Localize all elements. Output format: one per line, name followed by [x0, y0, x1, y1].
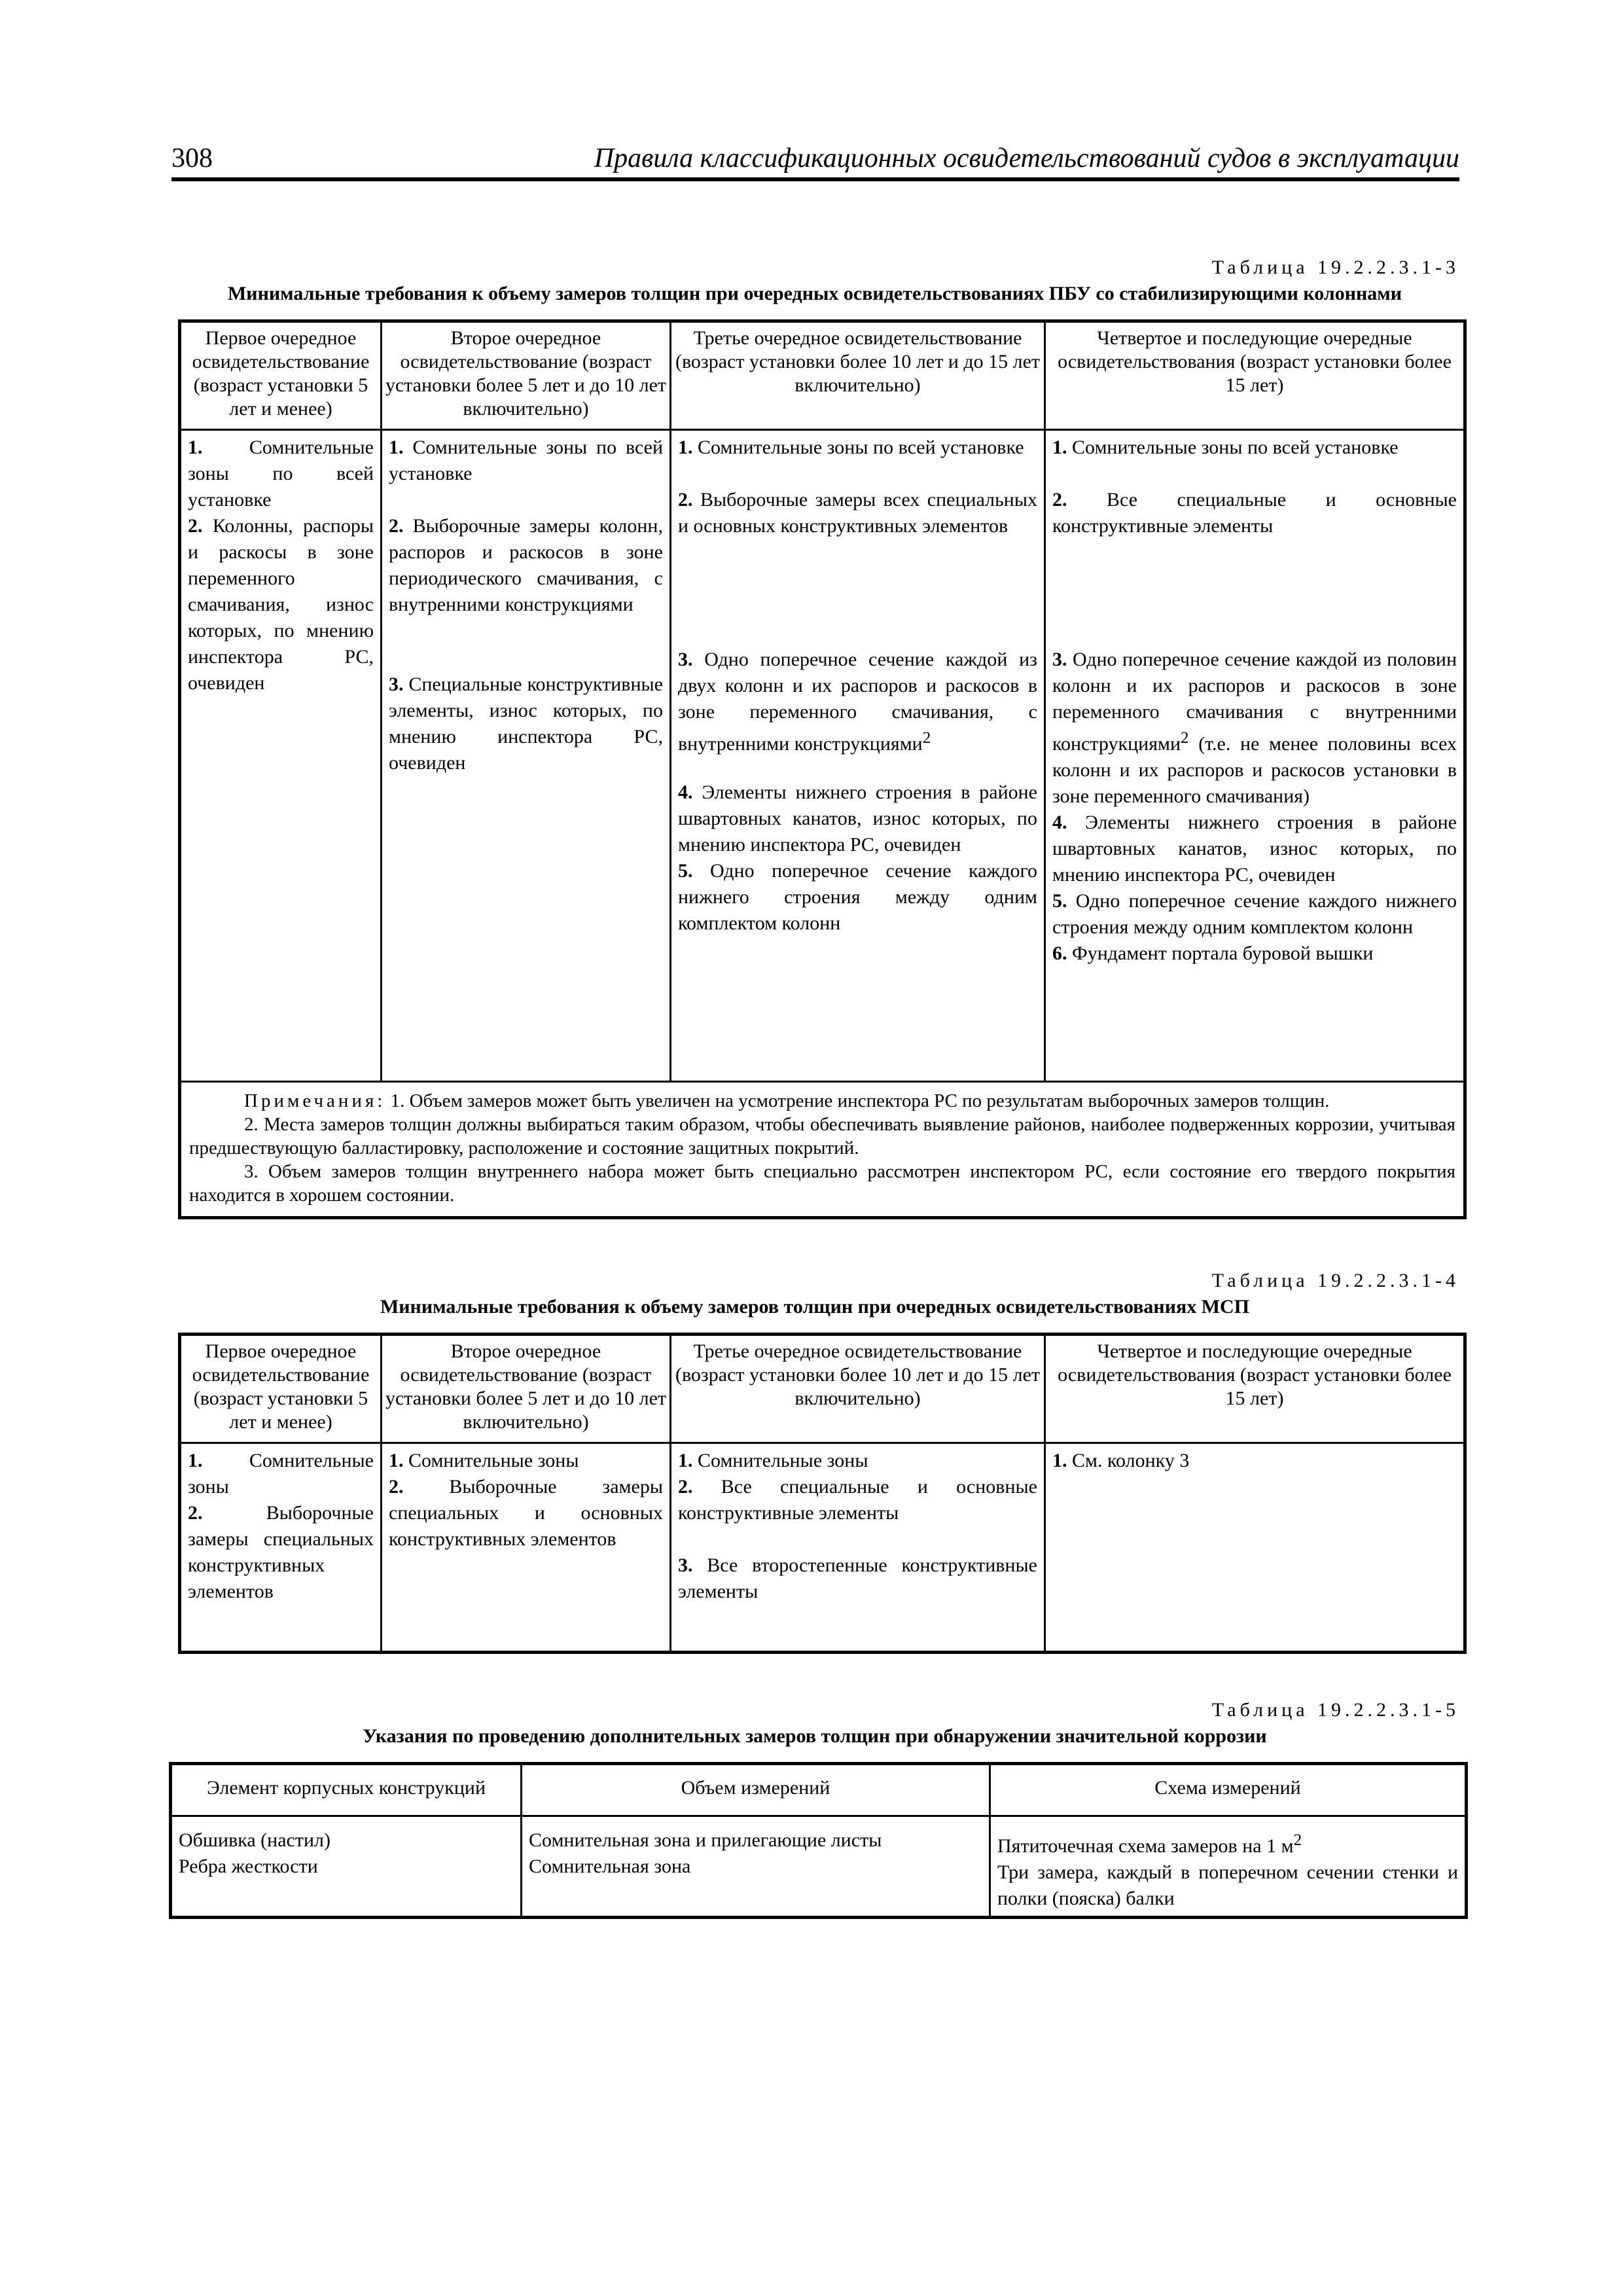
table2-label: Таблица 19.2.2.3.1-4: [1211, 1270, 1459, 1291]
table3-header-cell: Схема измерений: [990, 1764, 1467, 1816]
table1-notes: [180, 1082, 1465, 1218]
table2-header-cell: Третье очередное освидетельствование (возраст установки более 10 лет и до 15 лет включительно): [671, 1335, 1045, 1443]
table3-header-cell: Элемент корпусных конструкций: [171, 1764, 522, 1816]
list-item: 3. Одно поперечное сечение каждой из половин колонн и их распоров и раскосов в зоне переменного смачивания с внутренними конструкциями$^2$ (т.е. не менее половины всех колонн и их распоров и раскосов установки в зоне переменного смачивания): [1052, 649, 1457, 807]
list-item: 1. Сомнительные зоны: [188, 1450, 374, 1498]
table3-volume-cell: Сомнительная зона и прилегающие листы Сомнительная зона: [522, 1816, 990, 1918]
list-item: 3. Все второстепенные конструктивные элементы: [678, 1554, 1037, 1602]
table1: [178, 319, 1467, 1219]
running-title: Правила классификационных освидетельствований судов в эксплуатации: [594, 143, 1459, 173]
list-item: 1. Сомнительные зоны по всей установке: [389, 437, 663, 484]
table1-col2: [382, 430, 671, 1082]
table1-body-row: [180, 430, 1465, 1082]
table1-col4: [1045, 430, 1465, 1082]
note-1: Примечания: 1. Объем замеров может быть увеличен на усмотрение инспектора РС по результатам выборочных замеров толщин.: [244, 1090, 1330, 1111]
table2: [178, 1333, 1467, 1654]
table1-label: Таблица 19.2.2.3.1-3: [1211, 257, 1459, 278]
header-rule: [171, 177, 1459, 181]
list-item: 2. Выборочные замеры специальных и основных конструктивных элементов: [389, 1476, 664, 1550]
list-item: 3. Специальные конструктивные элементы, износ которых, по мнению инспектора РС, очевиден: [389, 673, 663, 774]
list-item: 2. Выборочные замеры специальных конструктивных элементов: [188, 1502, 374, 1602]
list-item: 2. Выборочные замеры колонн, распоров и раскосов в зоне периодического смачивания, с внутренними конструкциями: [389, 515, 663, 615]
list-item: 2. Выборочные замеры всех специальных и основных конструктивных элементов: [678, 489, 1038, 537]
table1-header-cell: Первое очередное освидетельствование (возраст установки 5 лет и менее): [180, 321, 382, 430]
table3: [169, 1762, 1468, 1919]
list-item: 1. Сомнительные зоны по всей установке: [1052, 437, 1399, 458]
table1-notes-row: [180, 1082, 1465, 1218]
list-item: 5. Одно поперечное сечение каждого нижнего строения между одним комплектом колонн: [678, 860, 1038, 934]
table3-header-row: [171, 1764, 1467, 1816]
list-item: 2. Колонны, распоры и раскосы в зоне переменного смачивания, износ которых, по мнению инспектора РС, очевиден: [188, 515, 374, 694]
list-item: 5. Одно поперечное сечение каждого нижнего строения между одним комплектом колонн: [1052, 890, 1457, 938]
table-row: [171, 1816, 1467, 1918]
table2-title: Минимальные требования к объему замеров толщин при очередных освидетельствованиях МСП: [380, 1296, 1250, 1318]
table2-header-cell: Первое очередное освидетельствование (возраст установки 5 лет и менее): [180, 1335, 382, 1443]
table2-header-row: [180, 1335, 1465, 1443]
list-item: 2. Все специальные и основные конструктивные элементы: [678, 1476, 1037, 1524]
table1-header-cell: Четвертое и последующие очередные освидетельствования (возраст установки более 15 лет): [1045, 321, 1465, 430]
list-item: 1. Сомнительные зоны по всей установке: [678, 437, 1024, 458]
table2-col2: [382, 1443, 671, 1653]
list-item: 4. Элементы нижнего строения в районе швартовных канатов, износ которых, по мнению инспектора РС, очевиден: [1052, 812, 1457, 886]
page-number: 308: [171, 143, 213, 173]
table2-header-cell: Четвертое и последующие очередные освидетельствования (возраст установки более 15 лет): [1045, 1335, 1465, 1443]
table3-title: Указания по проведению дополнительных замеров толщин при обнаружении значительной коррозии: [363, 1725, 1267, 1747]
table2-body-row: [180, 1443, 1465, 1653]
table2-col4: [1045, 1443, 1465, 1653]
list-item: 4. Элементы нижнего строения в районе швартовных канатов, износ которых, по мнению инспектора РС, очевиден: [678, 781, 1037, 855]
list-item: 1. См. колонку 3: [1052, 1450, 1190, 1471]
table2-col1: [180, 1443, 382, 1653]
table3-scheme-cell: Пятиточечная схема замеров на 1 $м^2$ Три замера, каждый в поперечном сечении стенки и полки (пояска) балки: [990, 1816, 1467, 1918]
list-item: 2. Все специальные и основные конструктивные элементы: [1052, 489, 1457, 537]
note-2: 2. Места замеров толщин должны выбираться таким образом, чтобы обеспечивать выявление районов, наиболее подверженных коррозии, учитывая предшествующую балластировку, расположение и состояние защитных покрытий.: [189, 1114, 1455, 1158]
list-item: 6. Фундамент портала буровой вышки: [1052, 942, 1374, 964]
table3-label: Таблица 19.2.2.3.1-5: [1211, 1699, 1459, 1721]
table1-col3: [671, 430, 1045, 1082]
list-item: 1. Сомнительные зоны: [389, 1450, 579, 1471]
note-3: 3. Объем замеров толщин внутреннего набора может быть специально рассмотрен инспектором РС, если состояние его твердого покрытия находится в хорошем состоянии.: [189, 1161, 1455, 1206]
table3-header-cell: Объем измерений: [522, 1764, 990, 1816]
table3-element-cell: Обшивка (настил) Ребра жесткости: [171, 1816, 522, 1918]
table2-col3: [671, 1443, 1045, 1653]
table1-title: Минимальные требования к объему замеров толщин при очередных освидетельствованиях ПБУ со стабилизирующими колоннами: [227, 283, 1402, 304]
table1-header-cell: Третье очередное освидетельствование (возраст установки более 10 лет и до 15 лет включительно): [671, 321, 1045, 430]
table1-header-cell: Второе очередное освидетельствование (возраст установки более 5 лет и до 10 лет включительно): [382, 321, 671, 430]
list-item: 1. Сомнительные зоны по всей установке: [188, 437, 374, 511]
list-item: 1. Сомнительные зоны: [678, 1450, 868, 1471]
list-item: 3. Одно поперечное сечение каждой из двух колонн и их распоров и раскосов в зоне переменного смачивания, с внутренними конструкциями$^2$: [678, 649, 1038, 755]
table2-header-cell: Второе очередное освидетельствование (возраст установки более 5 лет и до 10 лет включительно): [382, 1335, 671, 1443]
table1-col1: [180, 430, 382, 1082]
table1-header-row: [180, 321, 1465, 430]
